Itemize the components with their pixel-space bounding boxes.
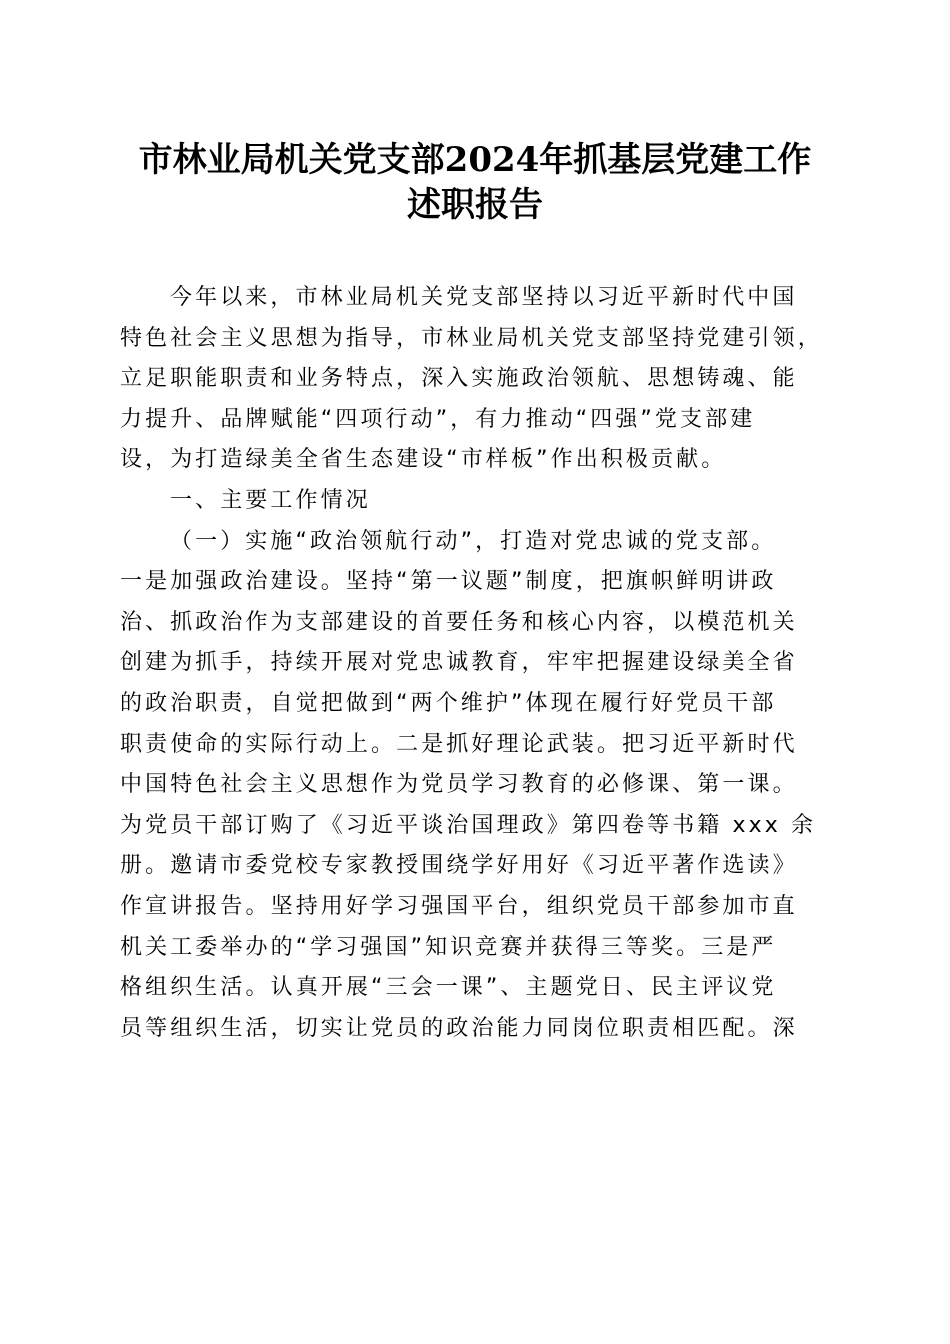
document-title-line-1: 市林业局机关党支部2024年抓基层党建工作 xyxy=(138,140,812,180)
intro-line: 设，为打造绿美全省生态建设“市样板”作出积极贡献。 xyxy=(120,447,727,473)
body-line: 员等组织生活，切实让党员的政治能力同岗位职责相匹配。深 xyxy=(120,1015,798,1041)
body-line: 治、抓政治作为支部建设的首要任务和核心内容，以模范机关 xyxy=(120,609,798,635)
body-line: 格组织生活。认真开展“三会一课”、主题党日、民主评议党 xyxy=(120,975,777,1001)
intro-line: 力提升、品牌赋能“四项行动”，有力推动“四强”党支部建 xyxy=(120,406,756,432)
document-body xyxy=(120,278,832,1049)
body-line: 机关工委举办的“学习强国”知识竞赛并获得三等奖。三是严 xyxy=(120,934,777,960)
intro-line: 今年以来，市林业局机关党支部坚持以习近平新时代中国 xyxy=(170,285,798,310)
intro-line: 立足职能职责和业务特点，深入实施政治领航、思想铸魂、能 xyxy=(120,366,798,392)
body-line: 为党员干部订购了《习近平谈治国理政》第四卷等书籍 xxx 余 xyxy=(120,812,817,838)
sub-heading: （一）实施“政治领航行动”，打造对党忠诚的党支部。 xyxy=(170,528,777,554)
body-line: 创建为抓手，持续开展对党忠诚教育，牢牢把握建设绿美全省 xyxy=(120,650,798,676)
intro-line: 特色社会主义思想为指导，市林业局机关党支部坚持党建引领， xyxy=(120,325,823,351)
body-line: 册。邀请市委党校专家教授围绕学好用好《习近平著作选读》 xyxy=(120,853,798,879)
body-line: 职责使命的实际行动上。二是抓好理论武装。把习近平新时代 xyxy=(120,731,798,757)
body-line: 作宣讲报告。坚持用好学习强国平台，组织党员干部参加市直 xyxy=(120,893,798,919)
body-line: 中国特色社会主义思想作为党员学习教育的必修课、第一课。 xyxy=(120,772,798,798)
body-line: 的政治职责，自觉把做到“两个维护”体现在履行好党员干部 xyxy=(120,690,777,716)
document-title-line-2: 述职报告 xyxy=(407,185,543,225)
section-heading: 一、主要工作情况 xyxy=(170,487,371,513)
body-line: 一是加强政治建设。坚持“第一议题”制度，把旗帜鲜明讲政 xyxy=(120,569,777,595)
